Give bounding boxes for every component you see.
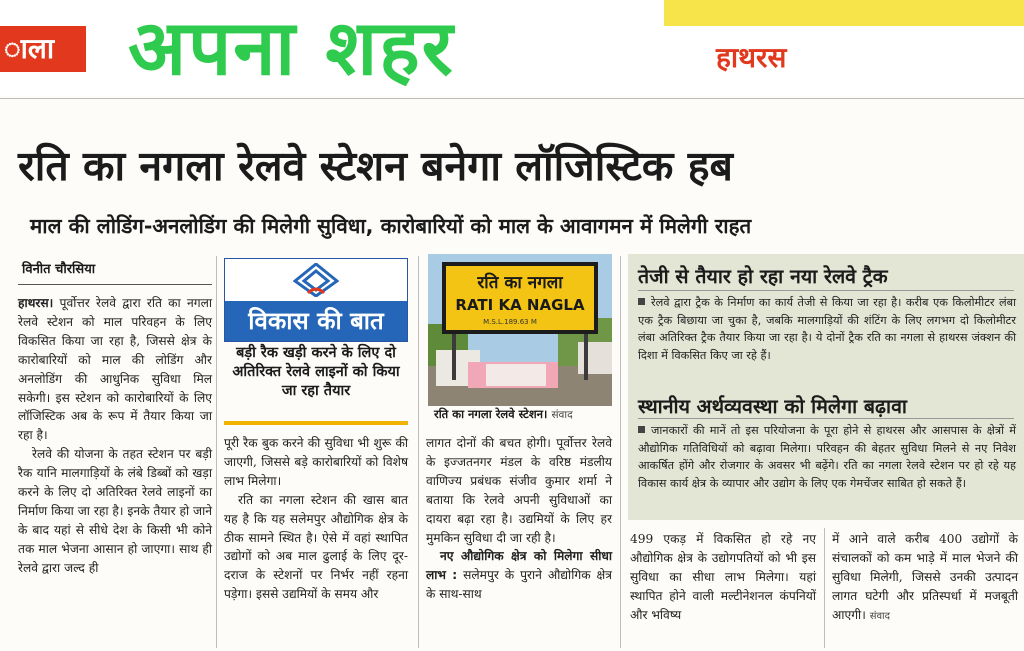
article-column-3	[426, 434, 612, 604]
pull-quote-rule	[224, 421, 408, 425]
caption-credit: संवाद	[551, 409, 573, 421]
article-paragraph	[426, 547, 612, 604]
sidebar-paragraph: जानकारों की मानें तो इस परियोजना के पूरा होने से हाथरस और आसपास के क्षेत्रों में औद्योगिक गतिविधियों को बढ़ावा मिलेगा। परिवहन की बेहतर सुविधा मिलने से नए निवेश आकर्षित होंगे और रोजगार के अवसर भी बढ़ेंगे। रति का नगला रेलवे स्टेशन पर हो रहे यह विकास कार्य क्षेत्र के व्यापार और उद्योग के लिए एक गेमचेंजर साबित हो सकते हैं।	[638, 424, 1016, 490]
bullet-icon	[638, 298, 645, 305]
photo-caption	[434, 407, 573, 422]
masthead-yellow-strip	[664, 0, 1024, 26]
article-paragraph: पूरी रैक बुक करने की सुविधा भी शुरू की जाएगी, जिससे बड़े कारोबारियों को विशेष लाभ मिलेगा।	[224, 436, 408, 488]
vikas-ki-baat-logo	[224, 258, 408, 342]
article-column-5	[832, 530, 1018, 627]
sidebar-heading-1: तेजी से तैयार हो रहा नया रेलवे ट्रैक	[638, 265, 888, 288]
logo-label: विकास की बात	[225, 301, 407, 341]
sidebar-rule	[638, 290, 1014, 291]
column-rule	[620, 256, 621, 648]
sidebar-box	[628, 254, 1024, 520]
masthead	[0, 0, 1024, 96]
article-subheadline: माल की लोडिंग-अनलोडिंग की मिलेगी सुविधा, कारोबारियों को माल के आवागमन में मिलेगी राहत	[30, 214, 752, 238]
paragraph-text: पूर्वोत्तर रेलवे द्वारा रति का नगला रेलवे स्टेशन को माल परिवहन के लिए विकसित किया जा रहा है, जिससे क्षेत्र के कारोबारियों को माल की लोडिंग और अनलोडिंग की आधुनिक सुविधा मिल सकेगी। इस स्टेशन को कारोबारियों के लिए लॉजिस्टिक अब के रूप में तैयार किया जा रहा है।	[18, 296, 212, 443]
paragraph-text: में आने वाले करीब 400 उद्योगों के संचालकों को कम भाड़े में माल भेजने की सुविधा मिलेगी, जिससे उनकी उत्पादन लागत घटेगी और प्रतिस्पर्धा में मजबूती आएगी।	[832, 532, 1018, 622]
column-rule	[216, 256, 217, 648]
article-column-4	[630, 530, 816, 625]
article-paragraph: रति का नगला स्टेशन की खास बात यह है कि यह सलेमपुर औद्योगिक क्षेत्र के ठीक सामने स्थित है। ऐसे में वहां स्थापित उद्योगों को अब माल ढुलाई के लिए दूर-दराज के स्टेशनों पर निर्भर नहीं रहना पड़ेगा। इससे उद्यमियों के समय और	[224, 492, 408, 602]
dateline: हाथरस।	[18, 296, 54, 310]
article-credit: संवाद	[869, 610, 890, 622]
sign-hindi-text: रति का नगला	[477, 273, 563, 293]
article-headline: रति का नगला रेलवे स्टेशन बनेगा लॉजिस्टिक हब	[18, 142, 733, 190]
article-paragraph: 499 एकड़ में विकसित हो रहे नए औद्योगिक क्षेत्र के उद्योगपतियों को भी इस सुविधा का सीधा लाभ मिलेगा। यहां स्थापित होने वाली मल्टीनेशनल कंपनियों और भविष्य	[630, 532, 816, 622]
section-tab: ाला	[0, 26, 86, 72]
sidebar-paragraph: रेलवे द्वारा ट्रैक के निर्माण का कार्य तेजी से किया जा रहा है। करीब एक किलोमीटर लंबा एक ट्रैक बिछाया जा चुका है, जबकि मालगाड़ियों की शंटिंग के लिए लगभग दो किलोमीटर लंबा अतिरिक्त ट्रैक तैयार किया जा रहा है। ये दोनों ट्रैक रति का नगला से हाथरस जंक्शन की दिशा में विकसित किए जा रहे हैं।	[638, 296, 1016, 362]
logo-emblem-icon	[293, 263, 339, 297]
article-paragraph	[832, 530, 1018, 627]
sign-english-text: RATI KA NAGLA	[455, 296, 585, 314]
byline: विनीत चौरसिया	[22, 262, 96, 277]
sidebar-heading-2: स्थानीय अर्थव्यवस्था को मिलेगा बढ़ावा	[638, 395, 907, 418]
paragraph-text: सलेमपुर के पुराने औद्योगिक क्षेत्र के साथ-साथ	[426, 568, 613, 602]
bullet-icon	[638, 426, 645, 433]
sidebar-text-1	[638, 294, 1016, 364]
article-paragraph: लागत दोनों की बचत होगी। पूर्वोत्तर रेलवे के इज्जतनगर मंडल के वरिष्ठ मंडलीय वाणिज्य प्रबंधक संजीव कुमार शर्मा ने बताया कि रेलवे अपनी सुविधाओं का दायरा बढ़ा रहा है। उद्यमियों के लिए हर मुमकिन सुविधा दी जा रही है।	[426, 436, 612, 545]
caption-text: रति का नगला रेलवे स्टेशन।	[434, 407, 548, 421]
byline-rule	[18, 284, 212, 285]
column-rule	[824, 528, 825, 648]
inline-subheading: नए औद्योगिक क्षेत्र को मिलेगा सीधा लाभ :	[426, 549, 612, 583]
article-column-2	[224, 434, 408, 604]
sidebar-text-2	[638, 422, 1016, 492]
column-rule	[418, 256, 419, 648]
article-paragraph	[18, 294, 212, 445]
article-paragraph: रेलवे की योजना के तहत स्टेशन पर बड़ी रैक यानि मालगाड़ियों के लंबे डिब्बों को खड़ा करने के लिए दो अतिरिक्त रेलवे लाइनों का निर्माण किया जा रहा है। इनके तैयार हो जाने के बाद यहां से सीधे देश के किसी भी कोने तक माल भेजना आसान हो जाएगा। साथ ही रेलवे द्वारा जल्द ही	[18, 447, 212, 575]
masthead-divider	[0, 98, 1024, 99]
sign-elevation-text: M.S.L.189.63 M	[483, 318, 537, 326]
article-column-1	[18, 294, 212, 578]
station-sign-image	[428, 254, 612, 406]
station-photo	[428, 254, 612, 406]
masthead-brand: अपना शहर	[128, 3, 455, 92]
masthead-city: हाथरस	[716, 41, 787, 74]
pull-quote: बड़ी रैक खड़ी करने के लिए दो अतिरिक्त रेलवे लाइनों को किया जा रहा तैयार	[232, 345, 400, 399]
sidebar-rule	[638, 418, 1014, 419]
